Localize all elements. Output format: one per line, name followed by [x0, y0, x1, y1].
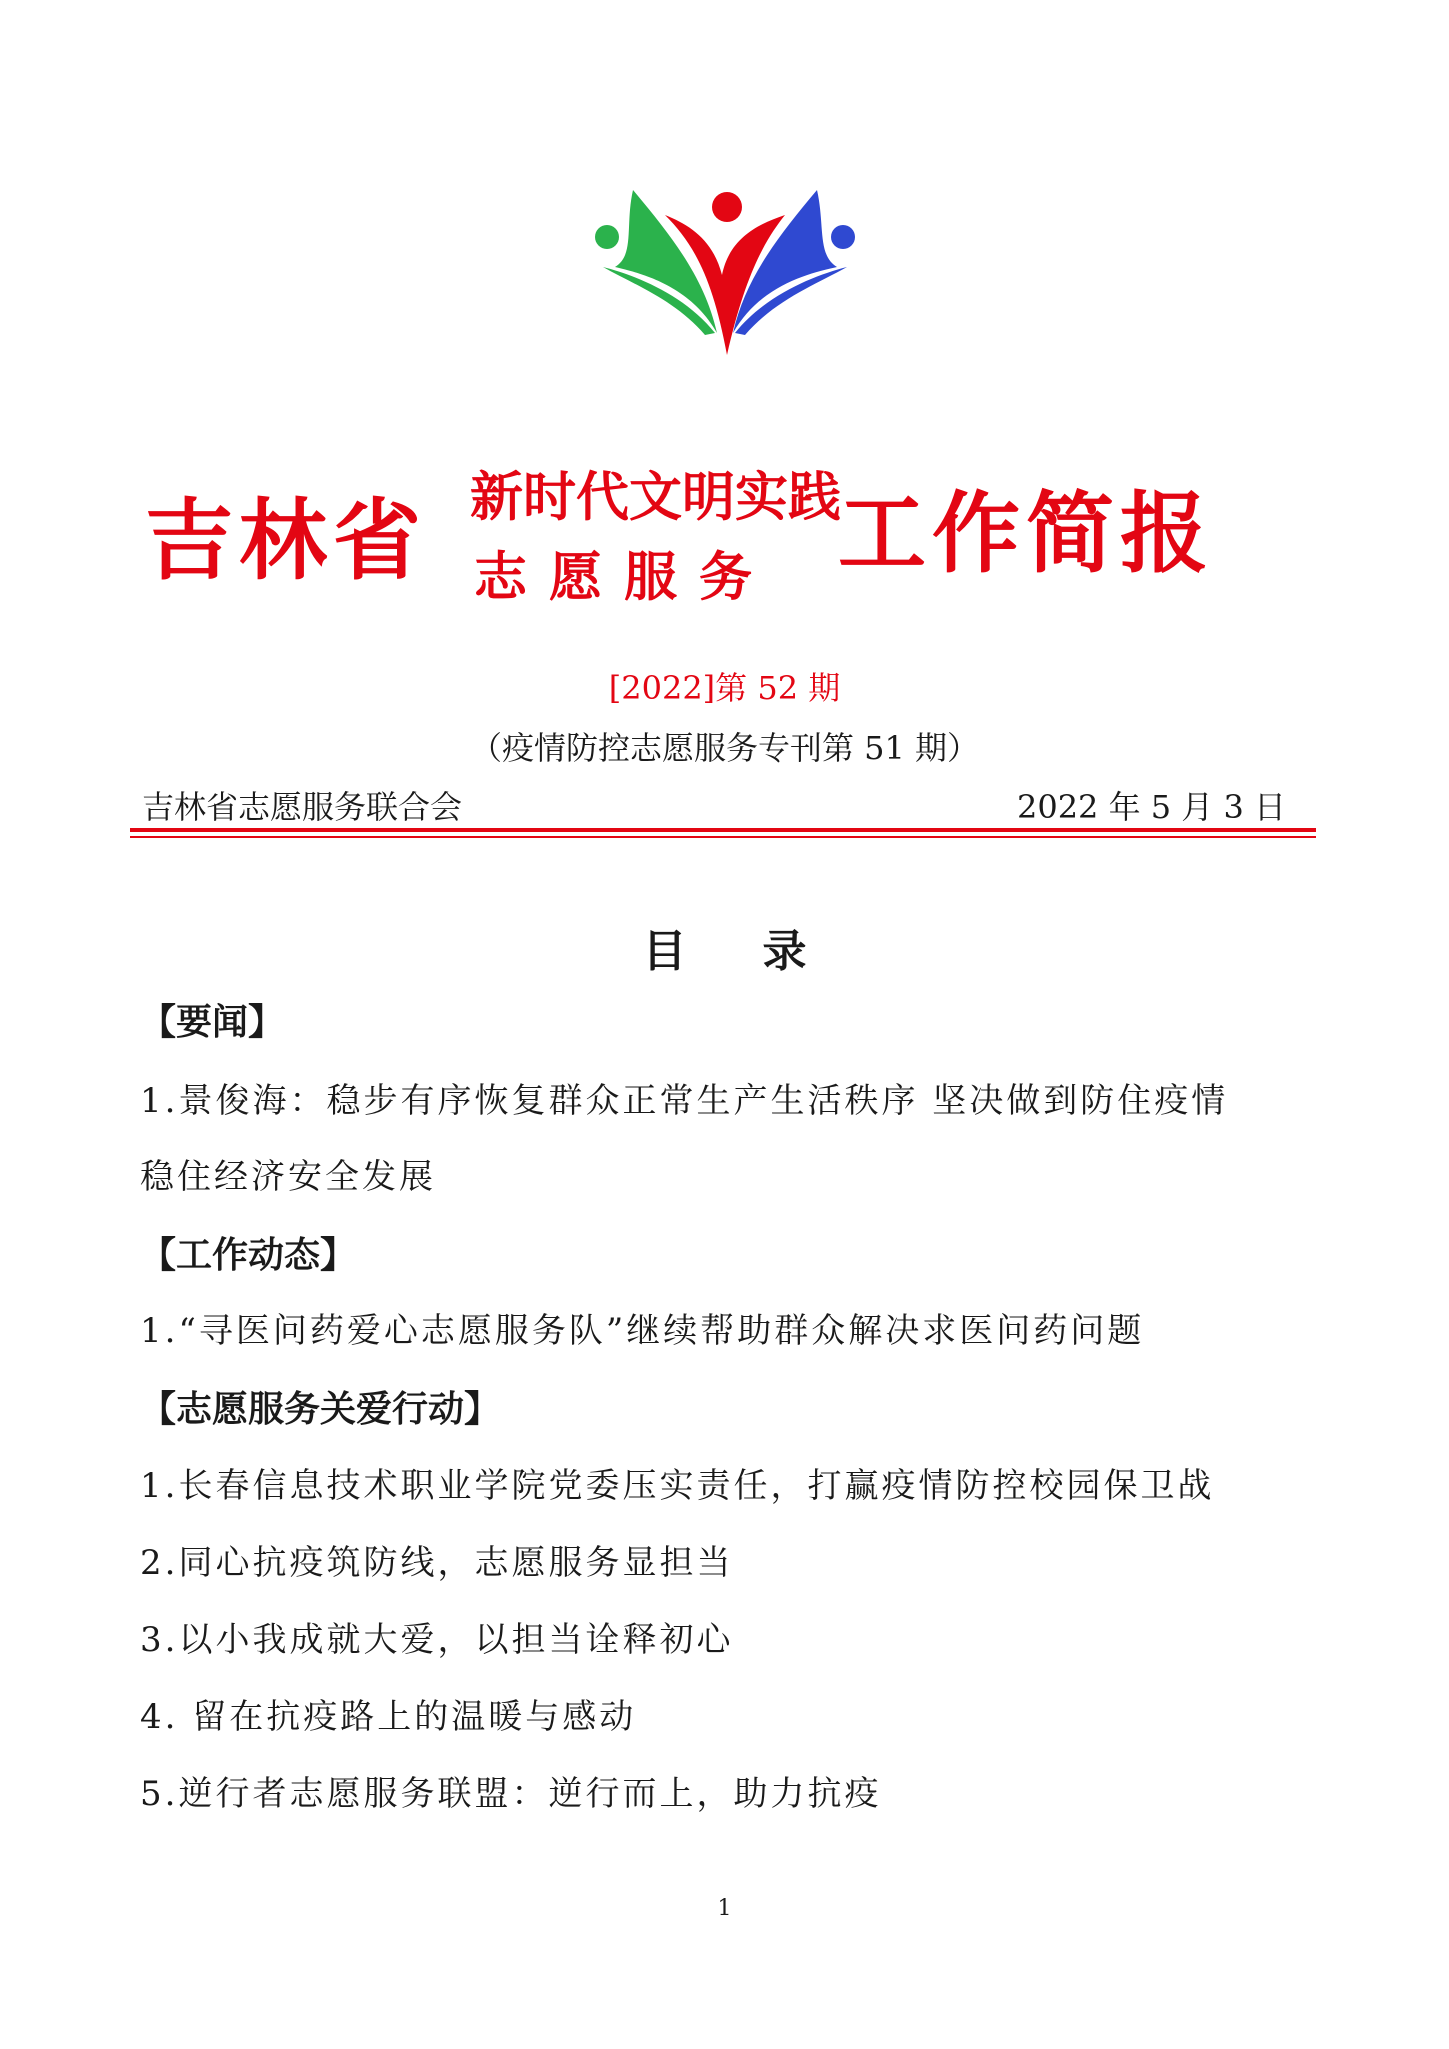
special-issue: （疫情防控志愿服务专刊第 51 期）	[469, 729, 980, 767]
toc-item: 2.同心抗疫筑防线，志愿服务显担当	[140, 1543, 734, 1583]
masthead-title-mid-1: 新时代文明实践	[470, 467, 841, 528]
toc-item: 1.“寻医问药爱心志愿服务队”继续帮助群众解决求医问药问题	[140, 1311, 1145, 1351]
logo-blue-head-icon	[831, 225, 855, 249]
header-divider-thin	[130, 836, 1316, 838]
masthead-title-mid-2: 志愿服务	[474, 547, 774, 608]
organization: 吉林省志愿服务联合会	[142, 788, 463, 826]
masthead-title-right: 工作简报	[838, 482, 1215, 585]
masthead-title-left: 吉林省	[145, 489, 428, 592]
toc-item: 4. 留在抗疫路上的温暖与感动	[140, 1697, 637, 1737]
toc-item: 1.景俊海：稳步有序恢复群众正常生产生活秩序 坚决做到防住疫情	[140, 1081, 1229, 1121]
volunteer-logo	[595, 185, 855, 360]
toc-section-heading: 【志愿服务关爱行动】	[140, 1389, 501, 1430]
toc-section-heading: 【要闻】	[140, 1002, 285, 1043]
issue-number: [2022]第 52 期	[608, 669, 841, 707]
page-number: 1	[717, 1896, 732, 1921]
toc-title: 目录	[642, 926, 883, 977]
logo-green-head-icon	[595, 225, 619, 249]
toc-item: 1.长春信息技术职业学院党委压实责任，打赢疫情防控校园保卫战	[140, 1466, 1215, 1506]
toc-item: 3.以小我成就大爱，以担当诠释初心	[140, 1620, 734, 1660]
header-divider-thick	[130, 828, 1316, 832]
toc-section-heading: 【工作动态】	[140, 1235, 357, 1276]
toc-item: 5.逆行者志愿服务联盟：逆行而上，助力抗疫	[140, 1774, 882, 1814]
publish-date: 2022 年 5 月 3 日	[1016, 788, 1286, 826]
logo-red-head-icon	[712, 192, 742, 222]
toc-item: 稳住经济安全发展	[140, 1157, 436, 1197]
